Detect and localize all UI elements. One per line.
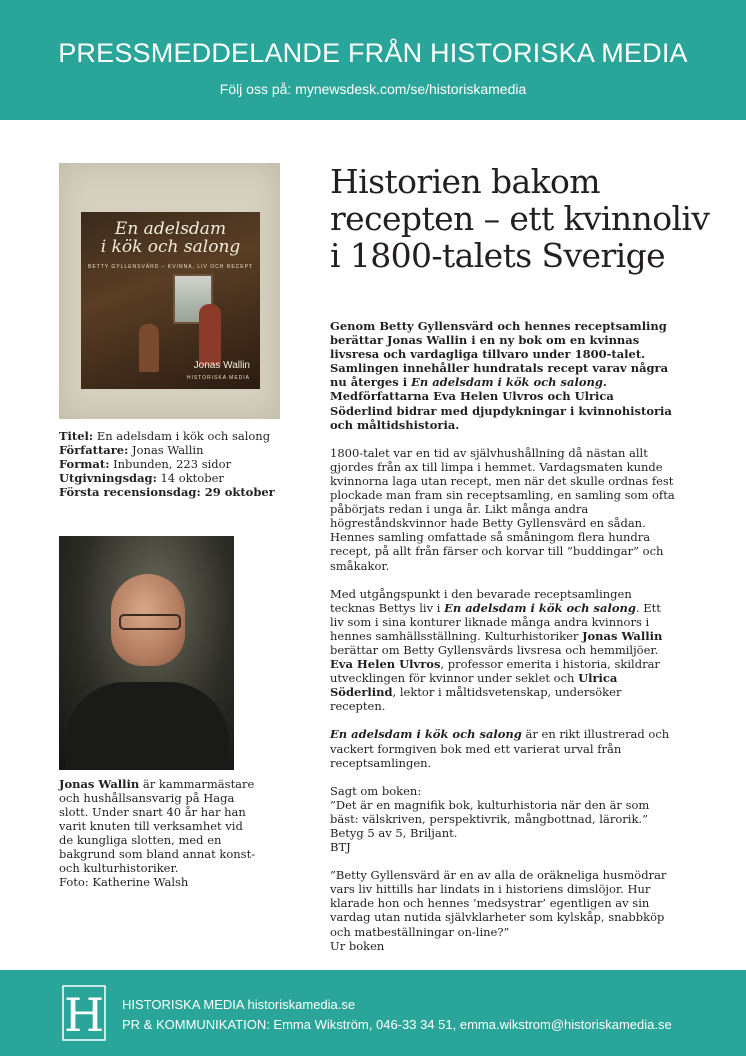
footer-contact-line[interactable]: PR & KOMMUNIKATION: Emma Wikström, 046-33 34 51, emma.wikstrom@historiskamedia.se [122, 1017, 672, 1032]
portrait-glasses [119, 614, 181, 630]
portrait-body [65, 682, 229, 770]
article-title: Historien bakom recepten – ett kvinnoliv i 1800-talets Sverige [330, 162, 710, 275]
ingress-paragraph: Genom Betty Gyllensvärd och hennes receptsamling berättar Jonas Wallin i en ny bok om en kvinnas livsresa och vardagliga tillvaro under 1800-talet. Samlingen innehåller hundratals recept varav några nu återges i En adelsdam i kök och salong. Medförfattarna Eva Helen Ulvros och Ulrica Söderlind bidrar med djupdykningar i kvinnohistoria och måltidshistoria. [330, 319, 672, 432]
cover-author: Jonas Wallin [193, 360, 250, 371]
cover-title: En adelsdam i kök och salong [100, 219, 241, 257]
bio-text: är kammarmästare och hushållsansvarig på Haga slott. Under snart 40 år har han varit knuten till verksamhet vid de kungliga slotten, med en bakgrund som bland annat konst- och kulturhistoriker. [59, 777, 256, 875]
review-quote: Sagt om boken: ”Det är en magnifik bok, kulturhistoria när den är som bäst: välskriven, perspektivrik, mångbottnad, lärorik.” Betyg 5 av 5, Briljant. BTJ [330, 783, 650, 855]
cover-figure-illustration [199, 304, 221, 366]
paragraph: Med utgångspunkt i den bevarade receptsamlingen tecknas Bettys liv i En adelsdam i kök och salong. Ett liv som i sina konturer liknade många andra kvinnors i hennes samhällsställning. Kulturhistoriker Jonas Wallin berättar om Betty Gyllensvärds livsresa och hemmiljöer. Eva Helen Ulvros, professor emerita i historia, skildrar utvecklingen för kvinnor under seklet och Ulrica Söderlind, lektor i måltidsvetenskap, undersöker recepten. [330, 586, 663, 714]
historiska-media-logo-icon [62, 985, 106, 1041]
cover-painting [81, 212, 260, 389]
book-cover-image [59, 163, 280, 419]
cover-figure-illustration [139, 324, 159, 372]
author-portrait [59, 536, 234, 770]
paragraph: 1800-talet var en tid av självhushållning då nästan allt gjordes från ax till limpa i hemmet. Vardagsmaten kunde kvinnorna laga utan recept, men när det skulle ordnas fest plockade man fram sin receptsamling, en samling som ofta påbörjats redan i unga år. Likt många andra högreståndskvinnor hade Betty Gyllensvärd en sådan. Hennes samling omfattade så småningom flera hundra recept, på allt från färser och korvar till ”buddingar” och småkakor. [330, 445, 675, 573]
book-quote: ”Betty Gyllensvärd är en av alla de oräkneliga husmödrar vars liv hittills har lindats in i historiens dimslöjor. Hur klarade hon och hennes ’medsystrar’ egentligen av sin vardag utan nutida självklarheter som kylskåp, snabbköp och matbeställningar on-line?” Ur boken [330, 868, 667, 953]
footer-banner [0, 970, 746, 1056]
follow-link[interactable]: Följ oss på: mynewsdesk.com/se/historiskamedia [219, 81, 527, 97]
meta-author: Författare: Jonas Wallin [59, 443, 204, 457]
photo-credit: Foto: Katherine Walsh [59, 875, 189, 889]
meta-release-date: Utgivningsdag: 14 oktober [59, 471, 224, 485]
cover-publisher: HISTORISKA MEDIA [186, 375, 250, 381]
meta-review-date: Första recensionsdag: 29 oktober [59, 485, 275, 499]
bio-name: Jonas Wallin [59, 777, 140, 791]
author-bio [59, 777, 259, 889]
header-banner [0, 0, 746, 120]
book-meta [59, 429, 289, 499]
header-title: PRESSMEDDELANDE FRÅN HISTORISKA MEDIA [58, 38, 688, 68]
footer-publisher-line[interactable]: HISTORISKA MEDIA historiskamedia.se [122, 997, 356, 1012]
meta-format: Format: Inbunden, 223 sidor [59, 457, 232, 471]
article-body [330, 319, 675, 967]
paragraph: En adelsdam i kök och salong är en rikt illustrerad och vackert formgiven bok med ett varierat urval från receptsamlingen. [330, 727, 670, 770]
meta-title: Titel: En adelsdam i kök och salong [59, 429, 271, 443]
cover-subtitle: BETTY GYLLENSVÄRD – KVINNA, LIV OCH RECEPT [88, 264, 253, 270]
svg-text:H: H [63, 988, 105, 1041]
